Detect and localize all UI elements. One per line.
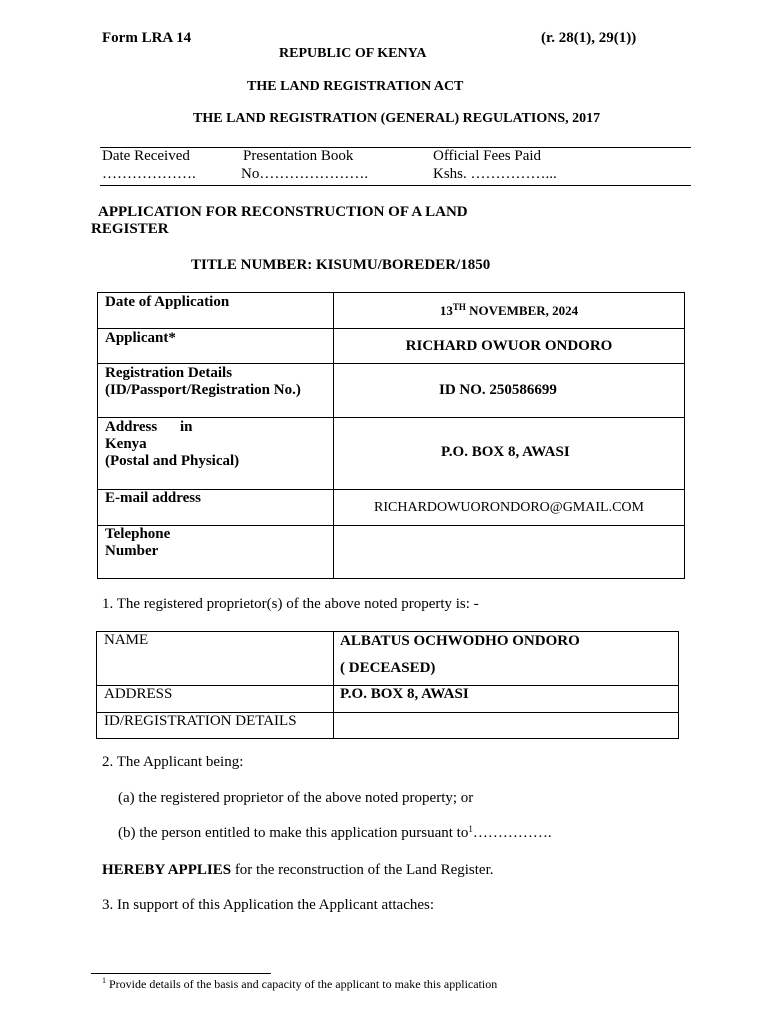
table-row	[98, 293, 685, 329]
official-fees-label: Official Fees Paid	[433, 148, 542, 164]
presentation-book-value: No………………….	[241, 166, 369, 182]
table-row	[98, 490, 685, 526]
table-row	[98, 329, 685, 364]
proprietor-name-value-line2: ( DECEASED)	[340, 660, 436, 676]
date-day: 13	[439, 302, 453, 318]
proprietor-id-value	[334, 713, 679, 739]
proprietor-id-label	[97, 713, 334, 739]
proprietor-id-label-text: ID/REGISTRATION DETAILS	[104, 713, 297, 729]
telephone-label-line1: Telephone	[105, 526, 171, 542]
footnote-separator	[91, 973, 271, 974]
hereby-applies-bold: HEREBY APPLIES	[102, 862, 232, 878]
title-number: TITLE NUMBER: KISUMU/BOREDER/1850	[191, 257, 491, 273]
option-b-text	[118, 825, 552, 842]
applicant-value: RICHARD OWUOR ONDORO	[334, 329, 685, 364]
registration-details-label-line1: Registration Details	[105, 365, 233, 381]
table-row	[97, 686, 679, 713]
table-row	[98, 364, 685, 418]
proprietor-table	[96, 631, 679, 739]
applicant-label	[98, 329, 334, 364]
applicant-details-table	[97, 292, 685, 579]
footnote	[102, 977, 497, 992]
email-label	[98, 490, 334, 526]
table-row	[98, 526, 685, 579]
proprietor-address-value: P.O. BOX 8, AWASI	[334, 686, 679, 713]
option-b-main: (b) the person entitled to make this application pursuant to	[118, 825, 469, 841]
application-title-line2: REGISTER	[91, 221, 169, 237]
option-a-text: (a) the registered proprietor of the above noted property; or	[118, 790, 474, 806]
proprietor-name-value-line1: ALBATUS OCHWODHO ONDORO	[340, 633, 580, 649]
proprietor-name-value	[334, 632, 679, 686]
proprietor-name-label-text: NAME	[104, 632, 149, 648]
applicant-label-text: Applicant*	[105, 330, 176, 346]
footnote-reference: 1	[468, 824, 473, 834]
hereby-applies-rest: for the reconstruction of the Land Register.	[231, 862, 494, 878]
email-value: RICHARDOWUORONDORO@GMAIL.COM	[334, 490, 685, 526]
act-heading: THE LAND REGISTRATION ACT	[247, 79, 464, 94]
telephone-label	[98, 526, 334, 579]
table-row	[98, 418, 685, 490]
address-label	[98, 418, 334, 490]
option-b-tail: …………….	[472, 825, 552, 841]
registration-details-label	[98, 364, 334, 418]
section-2-text: 2. The Applicant being:	[102, 754, 244, 770]
rule-reference: (r. 28(1), 29(1))	[541, 30, 637, 46]
section-1-text: 1. The registered proprietor(s) of the above noted property is: -	[102, 596, 479, 612]
address-value: P.O. BOX 8, AWASI	[334, 418, 685, 490]
email-label-text: E-mail address	[105, 490, 201, 506]
application-title-line1: APPLICATION FOR RECONSTRUCTION OF A LAND	[98, 204, 468, 220]
official-fees-value: Kshs. ……………...	[433, 166, 557, 182]
address-label-line2: (Postal and Physical)	[105, 453, 240, 469]
presentation-book-label: Presentation Book	[243, 148, 354, 164]
registration-details-value: ID NO. 250586699	[334, 364, 685, 418]
proprietor-name-label	[97, 632, 334, 686]
table-row	[97, 632, 679, 686]
office-bottom-rule	[100, 185, 691, 186]
section-3-text: 3. In support of this Application the Applicant attaches:	[102, 897, 435, 913]
proprietor-address-label-text: ADDRESS	[104, 686, 173, 702]
address-label-line1	[105, 418, 242, 453]
date-of-application-label-text: Date of Application	[105, 294, 230, 310]
telephone-value	[334, 526, 685, 579]
proprietor-address-label	[97, 686, 334, 713]
address-label-line1-text: Address in Kenya	[105, 419, 193, 452]
form-number: Form LRA 14	[102, 30, 192, 46]
date-received-value: ……………….	[102, 166, 196, 182]
telephone-label-line2: Number	[105, 543, 159, 559]
regulations-heading: THE LAND REGISTRATION (GENERAL) REGULATIONS, 2017	[193, 111, 601, 126]
date-of-application-value	[334, 293, 685, 329]
footnote-text: Provide details of the basis and capacity of the applicant to make this application	[106, 977, 498, 991]
republic-heading: REPUBLIC OF KENYA	[279, 46, 427, 61]
date-received-label: Date Received	[102, 148, 190, 164]
date-suffix: TH	[452, 301, 466, 312]
table-row	[97, 713, 679, 739]
date-rest: NOVEMBER, 2024	[465, 302, 579, 318]
date-of-application-label	[98, 293, 334, 329]
hereby-applies-text	[102, 862, 493, 879]
registration-details-label-line2: (ID/Passport/Registration No.)	[105, 382, 301, 398]
footnote-marker: 1	[102, 976, 106, 985]
